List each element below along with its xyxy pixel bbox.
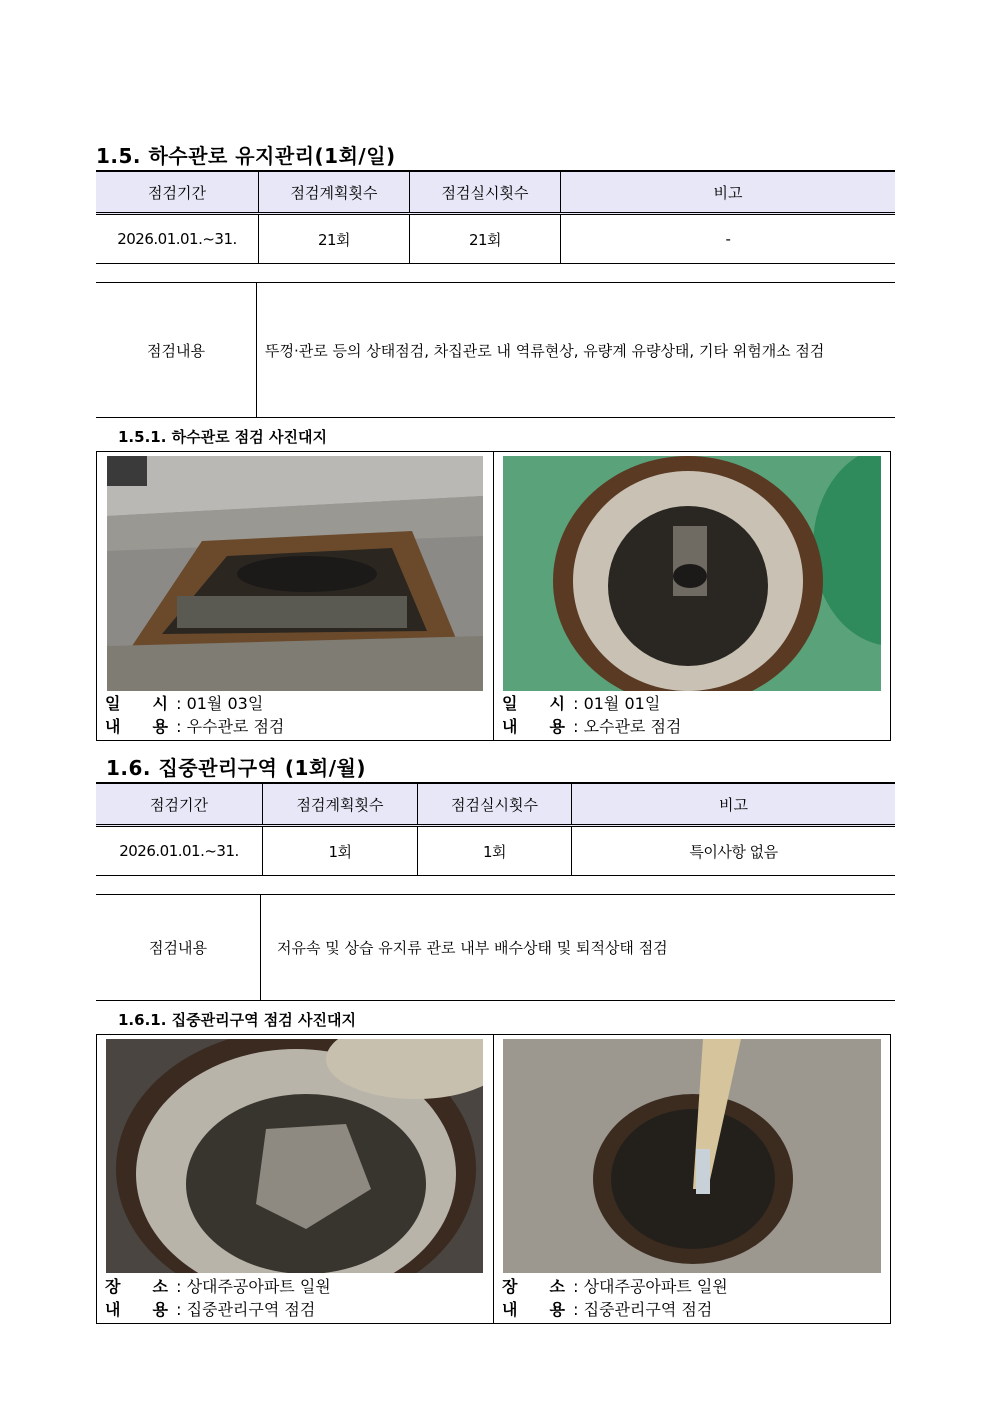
header-planned: 점검계획횟수 <box>263 783 418 826</box>
content-label: 점검내용 <box>96 283 257 417</box>
section-15-content <box>96 282 895 418</box>
header-note: 비고 <box>572 783 896 826</box>
caption-key: 장 소 <box>105 1277 168 1296</box>
caption-value: : 01월 01일 <box>568 694 661 713</box>
caption-value: : 상대주공아파트 일원 <box>568 1277 728 1296</box>
sewer-pipe-photo <box>107 456 483 691</box>
caption-key: 일 시 <box>105 694 168 713</box>
header-period: 점검기간 <box>96 783 263 826</box>
section-16-table <box>96 782 895 876</box>
caption-value: : 집중관리구역 점검 <box>171 1300 316 1319</box>
photo-section-title: 1.6.1. 집중관리구역 점검 사진대지 <box>118 1011 356 1029</box>
content-text: 저유속 및 상습 유지류 관로 내부 배수상태 및 퇴적상태 점검 <box>277 939 668 957</box>
manhole-pipe-photo <box>503 1039 881 1273</box>
caption-key: 일 시 <box>502 694 565 713</box>
manhole-photo <box>503 456 881 691</box>
caption-value: : 01월 03일 <box>171 694 264 713</box>
cell-planned: 1회 <box>263 826 418 876</box>
cell-note: - <box>561 214 896 264</box>
header-note: 비고 <box>561 171 896 214</box>
cell-done: 21회 <box>410 214 561 264</box>
caption-key: 내 용 <box>105 1300 168 1319</box>
manhole-interior-photo <box>106 1039 483 1273</box>
content-label: 점검내용 <box>96 895 261 1000</box>
header-done: 점검실시횟수 <box>418 783 572 826</box>
photo-table-16 <box>96 1034 891 1324</box>
photo-cell <box>493 1035 890 1323</box>
content-text: 뚜껑·관로 등의 상태점검, 차집관로 내 역류현상, 유량계 유량상태, 기타 위험개소 점검 <box>265 341 825 360</box>
photo-cell <box>97 1035 493 1323</box>
caption-value: : 집중관리구역 점검 <box>568 1300 713 1319</box>
photo-section-title: 1.5.1. 하수관로 점검 사진대지 <box>118 428 327 446</box>
header-planned: 점검계획횟수 <box>259 171 410 214</box>
caption-value: : 오수관로 점검 <box>568 717 682 736</box>
caption-value: : 우수관로 점검 <box>171 717 285 736</box>
header-period: 점검기간 <box>96 171 259 214</box>
caption-key: 장 소 <box>502 1277 565 1296</box>
header-done: 점검실시횟수 <box>410 171 561 214</box>
caption-value: : 상대주공아파트 일원 <box>171 1277 331 1296</box>
cell-planned: 21회 <box>259 214 410 264</box>
cell-period: 2026.01.01.~31. <box>96 826 263 876</box>
caption-key: 내 용 <box>502 1300 565 1319</box>
cell-done: 1회 <box>418 826 572 876</box>
photo-table-15 <box>96 451 891 741</box>
section-16-title: 1.6. 집중관리구역 (1회/월) <box>106 756 367 780</box>
section-16-content <box>96 894 895 1001</box>
cell-period: 2026.01.01.~31. <box>96 214 259 264</box>
cell-note: 특이사항 없음 <box>572 826 896 876</box>
photo-cell <box>97 452 493 740</box>
caption-key: 내 용 <box>502 717 565 736</box>
section-15-table <box>96 170 895 264</box>
photo-cell <box>493 452 890 740</box>
section-15-title: 1.5. 하수관로 유지관리(1회/일) <box>96 144 396 168</box>
caption-key: 내 용 <box>105 717 168 736</box>
